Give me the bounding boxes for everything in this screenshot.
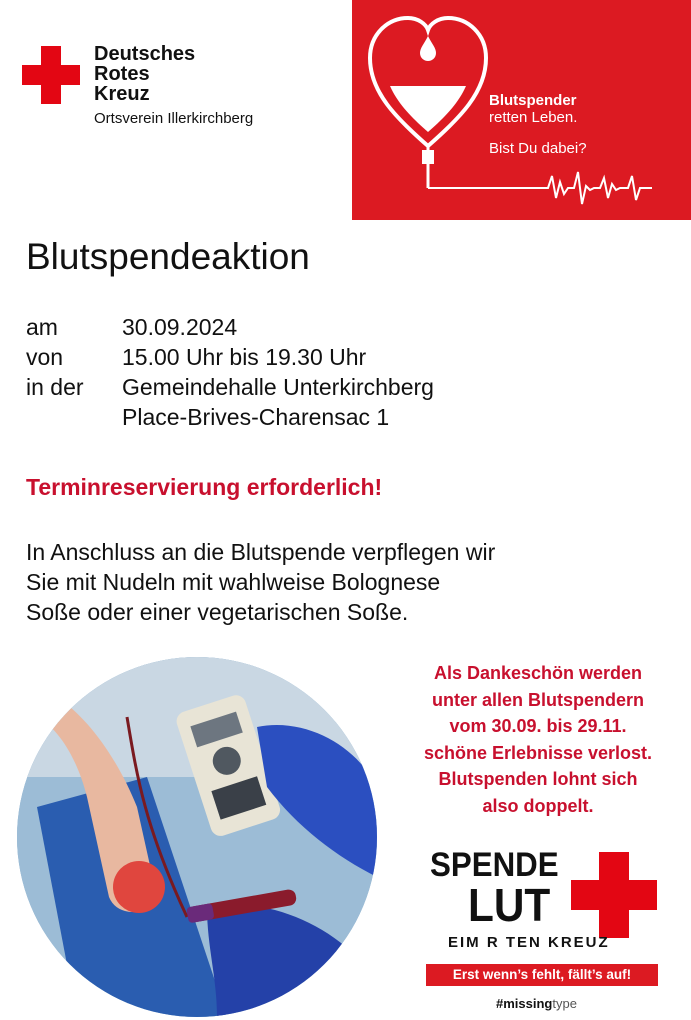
thanks-line: unter allen Blutspendern xyxy=(431,689,645,710)
drk-logo xyxy=(22,44,322,144)
thanks-line: vom 30.09. bis 29.11. xyxy=(449,716,627,736)
detail-value: 15.00 Uhr bis 19.30 Uhr xyxy=(122,344,367,370)
thanks-line: Blutspenden lohnt sich xyxy=(438,769,638,789)
org-name-line: Deutsches xyxy=(94,43,196,65)
hashtag xyxy=(496,996,577,1011)
slogan-line1: Blutspender xyxy=(489,92,577,109)
slogan-line3: Bist Du dabei? xyxy=(489,140,587,157)
detail-key: in der xyxy=(26,374,84,400)
campaign-banner: Erst wenn’s fehlt, fällt’s auf! xyxy=(426,964,658,986)
catering-text xyxy=(26,537,495,627)
hashtag-rest: type xyxy=(552,996,577,1011)
detail-value: Place-Brives-Charensac 1 xyxy=(122,404,390,430)
page-title: Blutspendeaktion xyxy=(26,236,310,277)
campaign-logo xyxy=(430,848,660,953)
campaign-line3: EIM R TEN KREUZ xyxy=(448,934,610,951)
red-cross-icon xyxy=(571,852,657,938)
blood-donation-photo xyxy=(17,657,377,1017)
event-details xyxy=(26,312,434,432)
detail-row xyxy=(26,342,434,372)
red-cross-icon xyxy=(22,46,80,104)
detail-value: Gemeindehalle Unterkirchberg xyxy=(122,374,434,400)
detail-key: am xyxy=(26,314,58,340)
detail-key: von xyxy=(26,344,64,370)
hashtag-bold: #missing xyxy=(496,996,553,1011)
org-name xyxy=(94,44,195,104)
detail-row xyxy=(26,402,434,432)
catering-line: Soße oder einer vegetarischen Soße. xyxy=(26,599,409,625)
detail-row xyxy=(26,372,434,402)
thanks-line: also doppelt. xyxy=(482,795,594,816)
local-association: Ortsverein Illerkirchberg xyxy=(94,110,254,127)
detail-row xyxy=(26,312,434,342)
slogan xyxy=(489,92,587,157)
detail-key xyxy=(26,402,122,432)
catering-line: In Anschluss an die Blutspende verpflegen wir xyxy=(26,539,496,565)
campaign-line1: SPENDE xyxy=(430,846,559,884)
catering-line: Sie mit Nudeln mit wahlweise Bolognese xyxy=(26,569,441,595)
slogan-line2: retten Leben. xyxy=(489,109,578,126)
thanks-message xyxy=(388,660,688,819)
reservation-notice: Terminreservierung erforderlich! xyxy=(26,474,383,500)
thanks-line: Als Dankeschön werden xyxy=(433,663,643,683)
org-name-line: Rotes xyxy=(94,63,150,85)
detail-value: 30.09.2024 xyxy=(122,314,238,340)
campaign-line2: LUT xyxy=(468,879,551,931)
header-panel xyxy=(352,0,691,220)
heartbeat-line-icon xyxy=(542,172,652,204)
thanks-line: schöne Erlebnisse verlost. xyxy=(423,742,653,763)
org-name-line: Kreuz xyxy=(94,83,150,105)
